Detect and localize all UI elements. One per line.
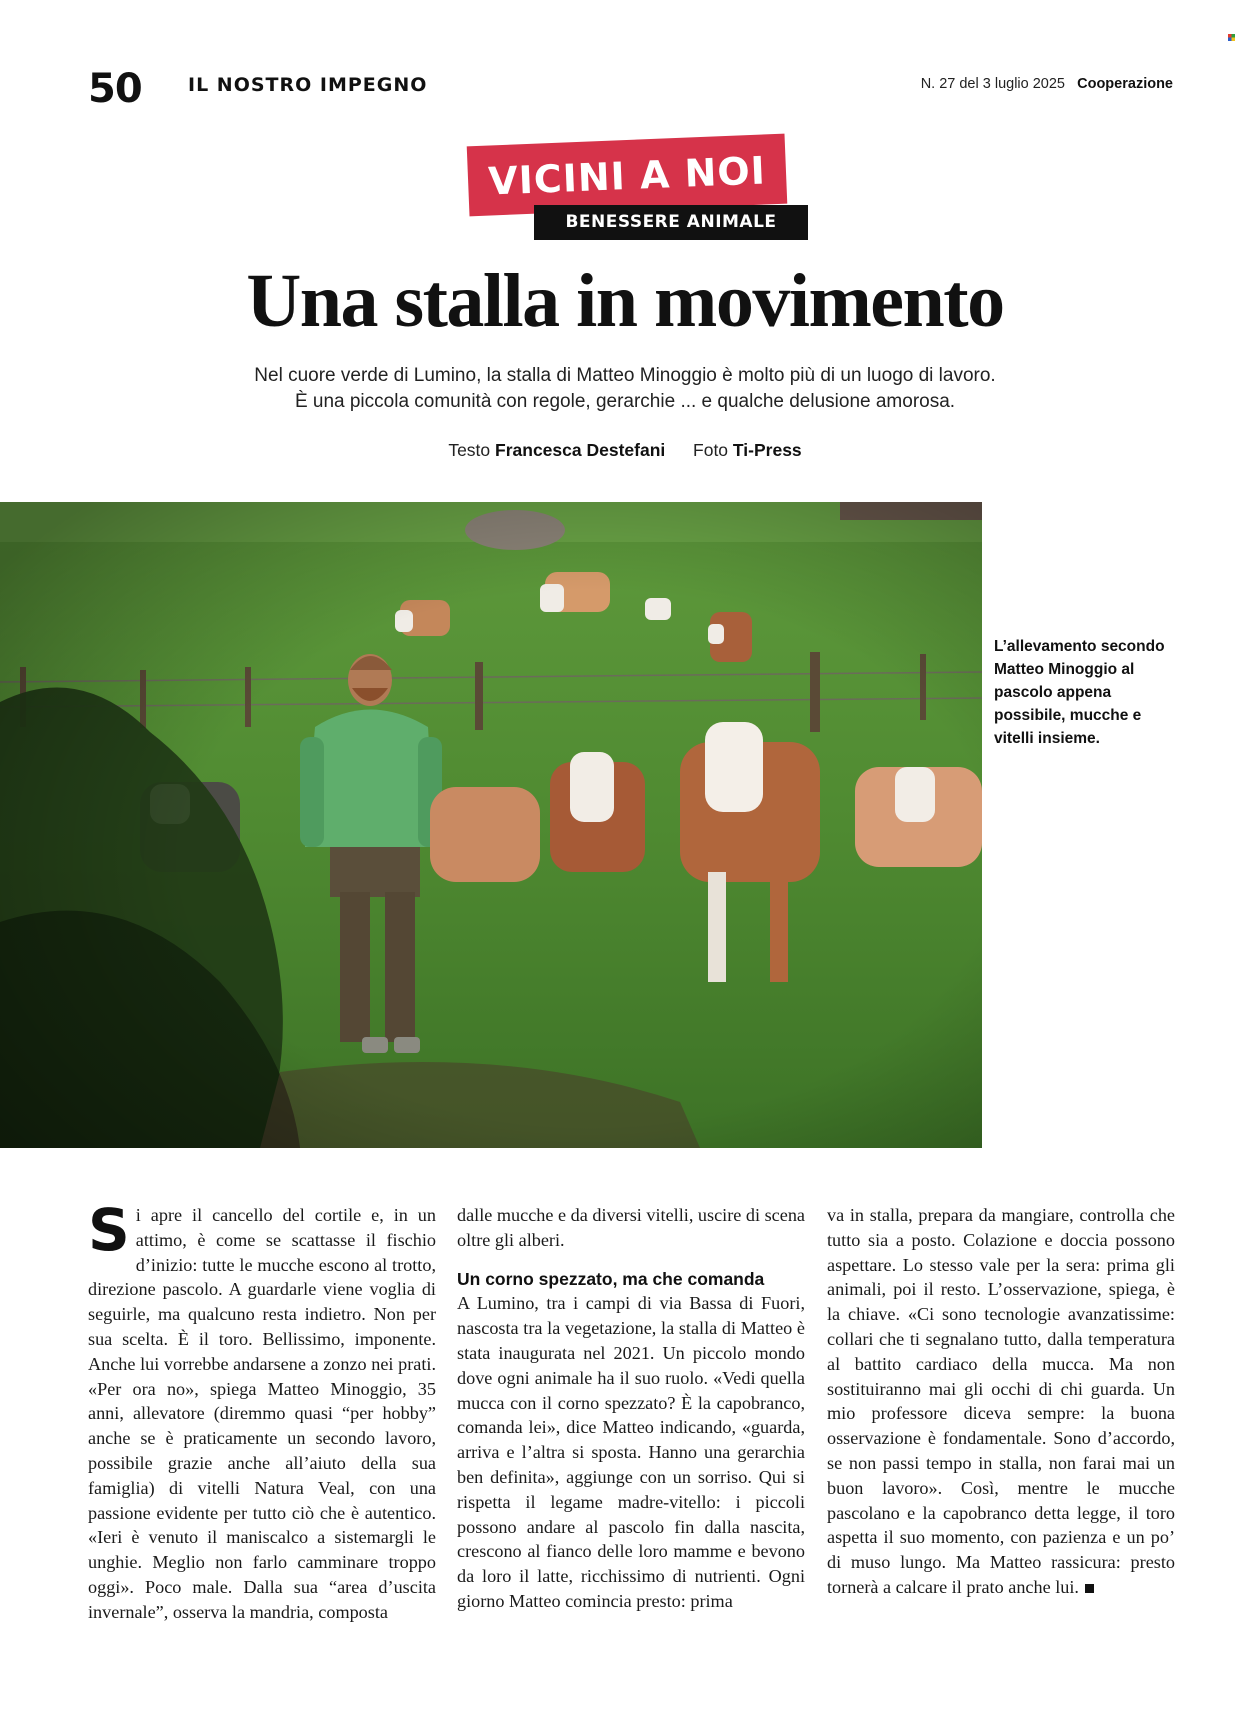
body-column-3 <box>827 1203 1175 1600</box>
brand-label-primary <box>467 134 788 217</box>
article-photo <box>0 502 982 1148</box>
issue-info: N. 27 del 3 luglio 2025 <box>920 76 1065 92</box>
body-column-1 <box>88 1196 436 1625</box>
photo-credit-label: Foto <box>693 440 729 460</box>
body-column-2 <box>457 1203 805 1614</box>
text-credit-label: Testo <box>448 440 491 460</box>
pasture-illustration <box>0 502 982 1148</box>
dek-line-1: Nel cuore verde di Lumino, la stalla di Matteo Minoggio è molto più di un luogo di lavoro. <box>254 365 996 386</box>
dek-line-2: È una piccola comunità con regole, gerarchie ... e qualche delusione amorosa. <box>294 391 956 412</box>
body-text-col2: A Lumino, tra i campi di via Bassa di Fuori, nascosta tra la vegetazione, la stalla di Matteo è stata inaugurata nel 2021. Un piccolo mondo dove ogni animale ha il suo ruolo. «Vedi quella mucca con il corno spezzato? È la capobranco, comanda lei», dice Matteo indicando, «guarda, arriva e l’altra si sposta. Hanno una gerarchia ben definita», aggiunge con un sorriso. Qui si rispetta il legame madre-vitello: i piccoli possono andare al pascolo fin dalla nascita, crescono al fianco delle loro mamme e bevono da loro il latte, ricchissimo di nutrienti. Ogni giorno Matteo comincia presto: prima <box>457 1293 805 1611</box>
article-credits <box>0 440 1250 461</box>
photo-caption: L’allevamento secondo Matteo Minoggio al pascolo appena possibile, mucche e vitelli insieme. <box>994 638 1165 747</box>
article-subhead: Un corno spezzato, ma che comanda <box>457 1268 765 1289</box>
article-dek <box>150 363 1100 415</box>
publication-name: Cooperazione <box>1077 76 1173 92</box>
section-name: IL NOSTRO IMPEGNO <box>188 74 428 96</box>
body-text-col3: va in stalla, prepara da mangiare, controlla che tutto sia a posto. Colazione e doccia possono aspettare. Lo stesso vale per la sera: prima gli animali, poi il resto. L’osservazione, spiega, è la chiave. «Ci sono tecnologie avanzatissime: collari che ti segnalano tutto, dalla temperatura al battito cardiaco della mucca. Ma non sostituiranno mai gli occhi di chi guarda. Un mio professore diceva sempre: la buona osservazione è fondamentale. Sono d’accordo, se non passi tempo in stalla, non farai mai un buon lavoro». Così, mentre le mucche pascolano e la capobranco detta legge, il toro aspetta il suo momento, con pazienza e un po’ di muso lungo. Ma Matteo rassicura: presto tornerà a calcare il prato anche lui. <box>827 1205 1175 1597</box>
drop-cap: S <box>88 1196 130 1264</box>
body-text-col1: i apre il cancello del cortile e, in un attimo, è come se scattasse il fischio d’inizio: tutte le mucche escono al trotto, direzione pascolo. A guardarle viene voglia di seguirle, ma qualcuno resta indietro. Non per sua scelta. È il toro. Bellissimo, imponente. Anche lui vorrebbe andarsene a zonzo nei prati. «Per ora no», spiega Matteo Minoggio, 35 anni, allevatore (diremmo quasi “per hobby” anche se è praticamente un secondo lavoro, possibile grazie anche all’aiuto della sua famiglia) di vitelli Natura Veal, con una passione evidente per tutto ciò che è autentico. «Ieri è venuto il maniscalco a sistemargli le unghie. Meglio non farlo camminare troppo oggi». Poco male. Dalla sua “area d’uscita invernale”, osserva la mandria, composta <box>88 1205 436 1622</box>
page-header <box>88 66 1173 112</box>
registration-mark-icon <box>1228 34 1235 41</box>
brand-primary-text: VICINI A NOI <box>487 148 767 204</box>
body-text-col2-intro: dalle mucche e da diversi vitelli, uscire di scena oltre gli alberi. <box>457 1205 805 1250</box>
brand-label-secondary <box>534 205 808 240</box>
brand-secondary-text: BENESSERE ANIMALE <box>565 212 777 232</box>
author-name: Francesca Destefani <box>495 440 666 460</box>
photographer-name: Ti-Press <box>732 440 802 460</box>
page-number: 50 <box>88 66 142 112</box>
end-mark-icon <box>1085 1584 1094 1593</box>
article-headline: Una stalla in movimento <box>246 259 1004 343</box>
